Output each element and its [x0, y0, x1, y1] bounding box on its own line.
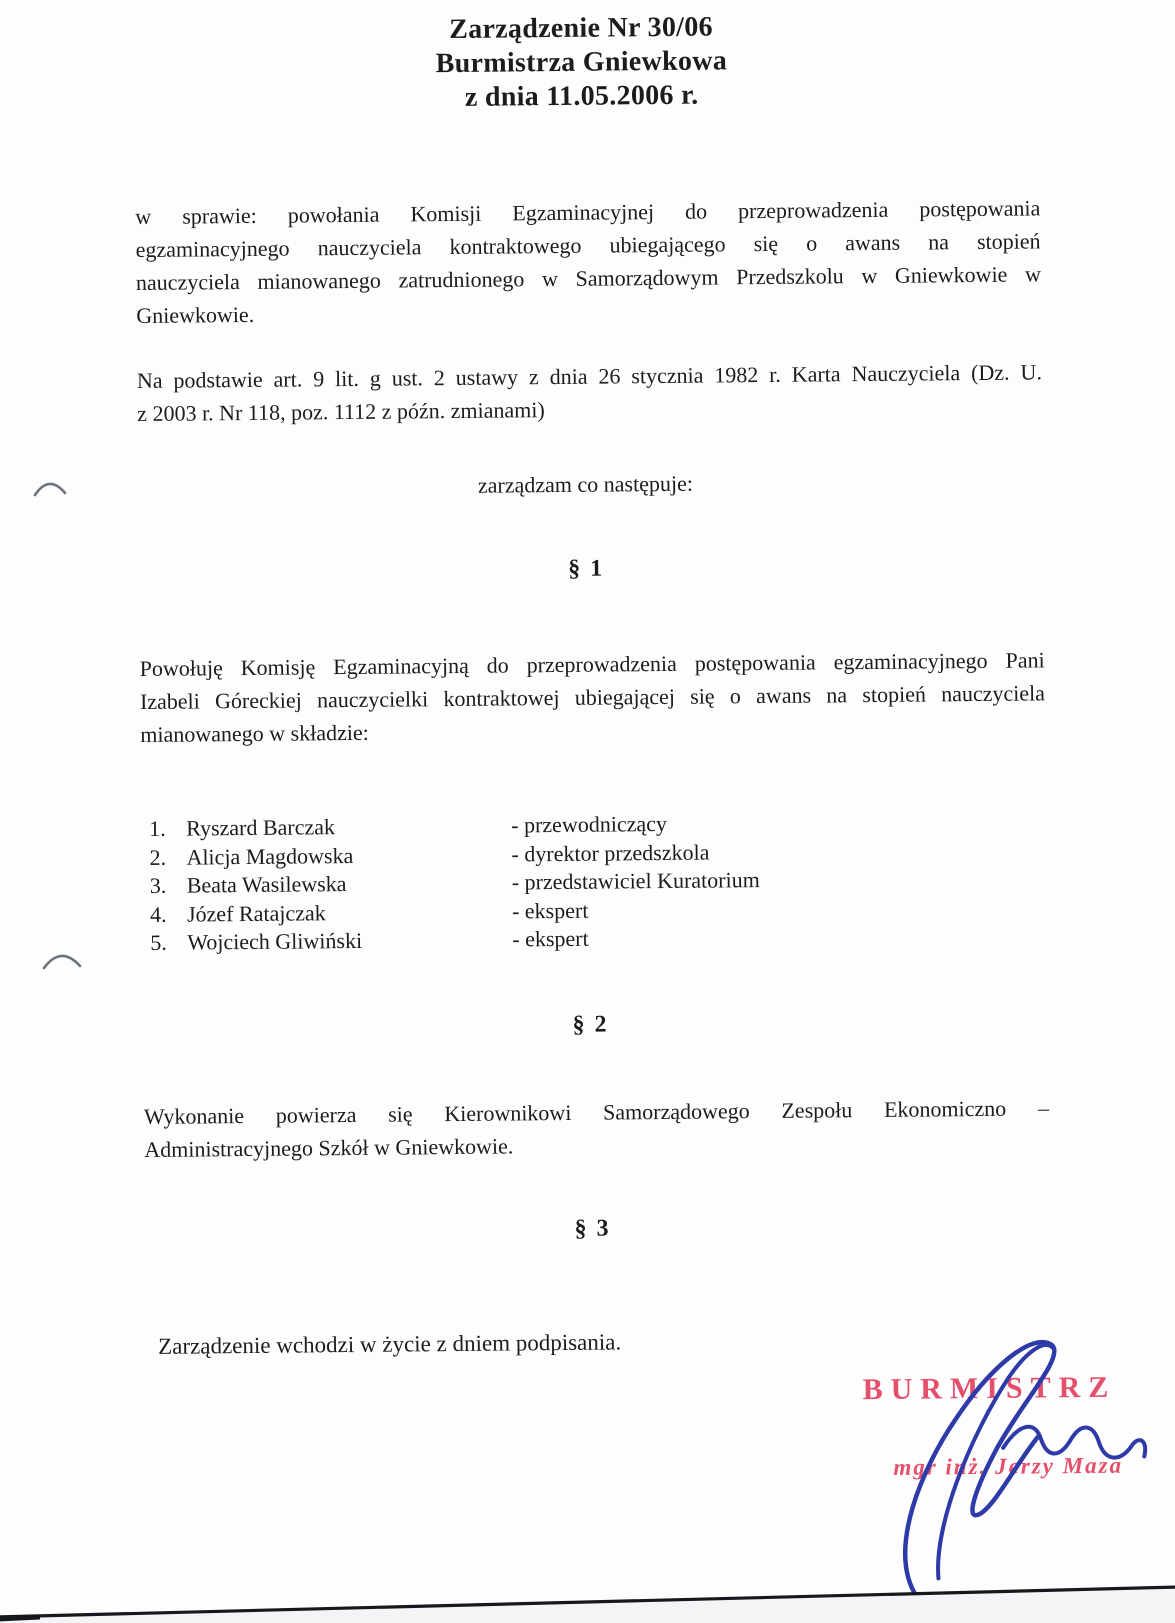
member-number: 4. [149, 901, 167, 927]
section-3-heading: § 3 [574, 1215, 611, 1242]
member-name: Alicja Magdowska [186, 842, 354, 870]
section-2-line: Wykonanie powierza się Kierownikowi Samorządowego Zespołu Ekonomiczno – [143, 1095, 1050, 1130]
order-number-line: Zarządzenie Nr 30/06 [449, 11, 714, 46]
member-name: Józef Ratajczak [186, 899, 326, 927]
mayor-stamp-name: mgr inż. Jerzy Maza [893, 1452, 1124, 1480]
subject-paragraph [135, 191, 1041, 332]
member-number: 5. [150, 929, 167, 955]
section-1-line: Izabeli Góreckiej nauczycielki kontraktowej ubiegającej się o awans na stopień nauczyciela [139, 680, 1046, 715]
subject-line: w sprawie: powołania Komisji Egzaminacyjnej do przeprowadzenia postępowania [135, 195, 1041, 230]
section-1-line: mianowanego w składzie: [140, 719, 369, 748]
issuer-line: Burmistrza Gniewkowa [435, 45, 728, 80]
closing-sentence: Zarządzenie wchodzi w życie z dniem podpisania. [158, 1329, 622, 1359]
legal-basis-paragraph [137, 355, 1043, 430]
section-2-paragraph [144, 1091, 1050, 1166]
member-number: 2. [149, 844, 167, 870]
subject-line: Gniewkowie. [136, 301, 255, 329]
section-1-heading: § 1 [568, 555, 605, 582]
member-number: 1. [149, 815, 166, 841]
document-title [0, 6, 1169, 119]
date-line: z dnia 11.05.2006 r. [464, 79, 699, 113]
member-name: Ryszard Barczak [186, 814, 336, 841]
legal-basis-line: z 2003 r. Nr 118, poz. 1112 z późn. zmianami) [137, 397, 545, 427]
committee-list [149, 808, 930, 958]
committee-row [150, 922, 930, 958]
section-2-line: Administracyjnego Szkół w Gniewkowie. [144, 1133, 514, 1163]
member-role: - dyrektor przedszkola [511, 839, 710, 866]
member-name: Beata Wasilewska [186, 871, 347, 898]
member-role: - przedstawiciel Kuratorium [511, 867, 760, 895]
member-role: - ekspert [512, 925, 589, 952]
member-role: - ekspert [511, 897, 589, 923]
section-1-line: Powołuję Komisję Egzaminacyjną do przeprowadzenia postępowania egzaminacyjnego Pani [139, 647, 1045, 682]
mayor-stamp-title: BURMISTRZ [862, 1370, 1117, 1407]
member-number: 3. [149, 872, 167, 898]
section-1-paragraph [140, 643, 1046, 751]
member-role: - przewodniczący [511, 810, 668, 838]
section-2-heading: § 2 [572, 1011, 609, 1038]
member-name: Wojciech Gliwiński [187, 927, 363, 955]
legal-basis-line: Na podstawie art. 9 lit. g ust. 2 ustawy z dnia 26 stycznia 1982 r. Karta Nauczyciela (Dz. U. [136, 359, 1042, 394]
subject-line: nauczyciela mianowanego zatrudnionego w Samorządowym Przedszkolu w Gniewkowie w [135, 261, 1042, 296]
subject-line: egzaminacyjnego nauczyciela kontraktowego ubiegającego się o awans na stopień [135, 228, 1041, 263]
enacting-clause: zarządzam co następuje: [477, 470, 694, 498]
